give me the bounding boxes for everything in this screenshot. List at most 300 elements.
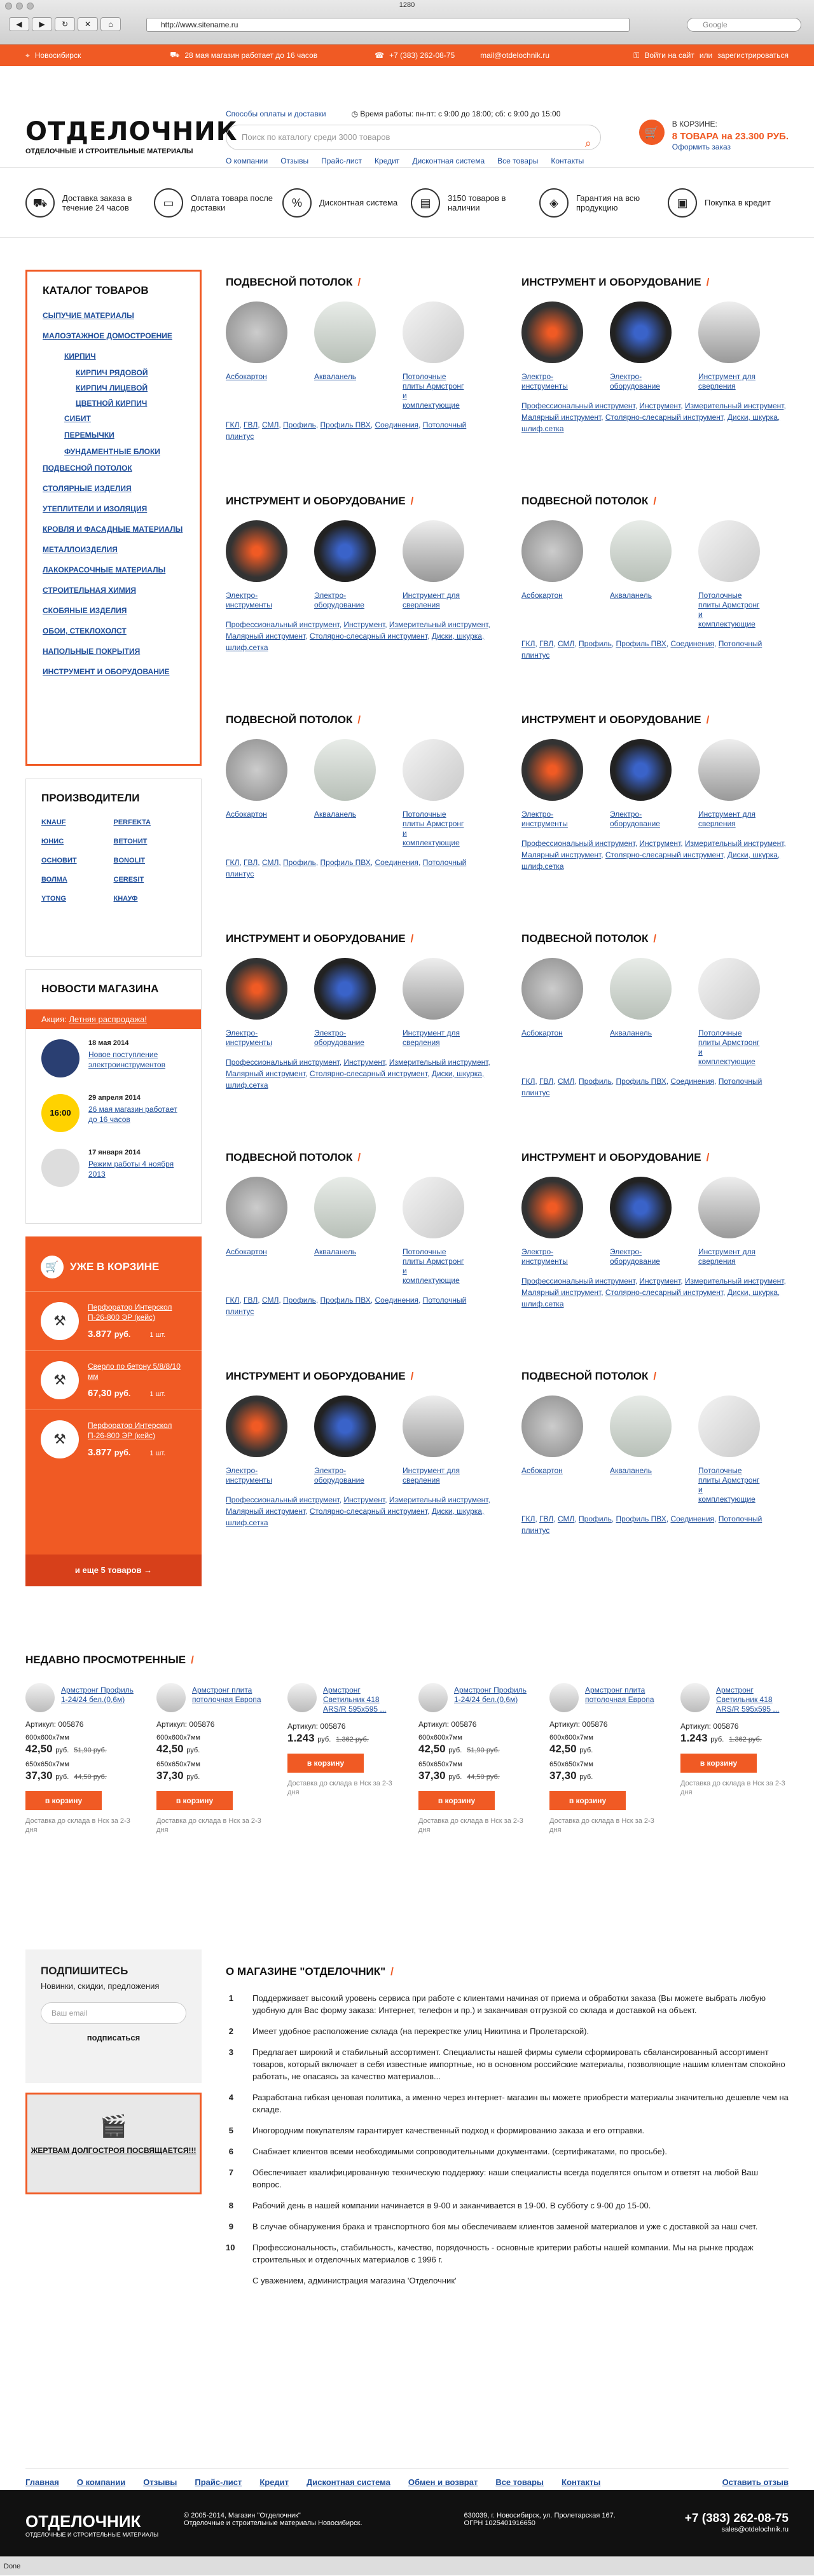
subcategory-link[interactable]: Инструмент для сверления [403,591,460,609]
action-link[interactable]: Летняя распродажа! [69,1014,148,1024]
subcategory-item[interactable] [226,301,287,410]
block-link[interactable]: Профиль ПВХ [616,639,666,648]
subcategory-link[interactable]: Асбокартон [521,1466,563,1475]
block-link[interactable]: СМЛ [557,639,575,648]
subcategory-image[interactable] [314,739,376,801]
subcategory-image[interactable] [610,958,672,1020]
city[interactable]: Новосибирск [34,51,81,60]
subcategory-image[interactable] [698,520,760,582]
subcategory-item[interactable] [314,958,376,1048]
block-title[interactable] [521,1151,789,1164]
header-cart[interactable] [639,120,789,151]
manufacturer-link[interactable]: CERESIT [113,876,144,883]
cart-item-name[interactable]: Перфоратор Интерскол П-26-800 ЭР (кейс) [88,1421,172,1440]
subcategory-item[interactable] [698,1177,760,1266]
block-link[interactable]: Диски, шкурка, шлиф.сетка [226,1507,485,1527]
product-name[interactable]: Армстронг Профиль 1-24/24 бел.(0,6м) [454,1686,527,1704]
logo[interactable] [25,117,237,155]
block-title[interactable] [226,1370,493,1383]
block-link[interactable]: Потолочный плинтус [521,639,762,660]
subcategory-image[interactable] [403,1177,464,1238]
subcategory-image[interactable] [610,301,672,363]
block-link[interactable]: Потолочный плинтус [226,1296,467,1316]
block-link[interactable]: Диски, шкурка, шлиф.сетка [521,1288,780,1308]
subcategory-item[interactable] [698,1395,760,1504]
block-link[interactable]: ГВЛ [539,1077,554,1086]
subcategory-image[interactable] [226,301,287,363]
subcategory-image[interactable] [403,958,464,1020]
subcategory-image[interactable] [698,958,760,1020]
block-link[interactable]: Потолочный плинтус [521,1514,762,1535]
catalog-item[interactable]: СТОЛЯРНЫЕ ИЗДЕЛИЯ [43,484,132,493]
block-link[interactable]: СМЛ [557,1077,575,1086]
feedback-link[interactable]: Оставить отзыв [722,2477,789,2487]
block-title[interactable] [226,495,493,508]
subcategory-item[interactable] [521,301,583,391]
block-link[interactable]: Соединения [670,1514,715,1523]
catalog-item[interactable]: ОБОИ, СТЕКЛОХОЛСТ [43,627,127,635]
block-link[interactable]: Соединения [375,858,419,867]
subcategory-item[interactable] [698,958,760,1067]
cart-item-name[interactable]: Перфоратор Интерскол П-26-800 ЭР (кейс) [88,1303,172,1322]
manufacturer-link[interactable]: ВОЛМА [41,876,67,883]
subcategory-item[interactable] [698,301,760,391]
block-link[interactable]: Столярно-слесарный инструмент [309,632,428,641]
product-image[interactable] [549,1683,579,1712]
subcategory-item[interactable] [403,958,464,1048]
block-title-text[interactable]: ИНСТРУМЕНТ И ОБОРУДОВАНИЕ [226,932,406,945]
block-link[interactable]: СМЛ [261,1296,279,1305]
subcategory-item[interactable] [610,1395,672,1504]
header-link[interactable]: Прайс-лист [321,156,362,165]
subcategory-image[interactable] [314,520,376,582]
top-email-link[interactable]: mail@otdelochnik.ru [480,51,550,60]
footer-link[interactable]: О компании [76,2477,126,2487]
block-title[interactable] [521,276,789,289]
footer-link[interactable]: Отзывы [143,2477,177,2487]
manufacturer-link[interactable]: PERFEKTA [113,819,151,826]
block-link[interactable]: Профессиональный инструмент [226,1495,340,1504]
catalog-item[interactable]: СЫПУЧИЕ МАТЕРИАЛЫ [43,311,134,320]
block-link[interactable]: Столярно-слесарный инструмент [309,1507,428,1516]
block-link[interactable]: Инструмент [639,839,681,848]
block-link[interactable]: Соединения [670,1077,715,1086]
header-link[interactable]: Кредит [375,156,400,165]
block-title-text[interactable]: ПОДВЕСНОЙ ПОТОЛОК [226,1151,353,1163]
subcategory-item[interactable] [610,958,672,1067]
subcategory-image[interactable] [698,1177,760,1238]
subcategory-link[interactable]: Электро-оборудование [314,1028,364,1047]
block-link[interactable]: Диски, шкурка, шлиф.сетка [226,1069,485,1090]
subcategory-item[interactable] [521,958,583,1067]
subcategory-image[interactable] [314,1177,376,1238]
subcategory-item[interactable] [226,520,287,610]
block-link[interactable]: Измерительный инструмент [389,620,488,629]
register-link[interactable]: зарегистрироваться [717,51,789,60]
forward-button[interactable]: ▶ [32,17,52,31]
subcategory-image[interactable] [403,301,464,363]
product-image[interactable] [156,1683,186,1712]
subcategory-item[interactable] [226,1177,287,1285]
subcategory-image[interactable] [521,1395,583,1457]
subcategory-link[interactable]: Потолочные плиты Армстронг и комплектующие [698,1466,760,1504]
block-link[interactable]: Малярный инструмент [521,850,602,859]
block-link[interactable]: Измерительный инструмент [684,839,784,848]
block-title[interactable] [226,1151,493,1164]
back-button[interactable]: ◀ [9,17,29,31]
subcategory-link[interactable]: Акваланель [610,1028,652,1037]
subcategory-link[interactable]: Инструмент для сверления [698,1247,756,1266]
block-link[interactable]: Малярный инструмент [226,1507,306,1516]
block-link[interactable]: Соединения [375,1296,419,1305]
block-link[interactable]: Профессиональный инструмент [226,620,340,629]
subcategory-image[interactable] [698,301,760,363]
block-link[interactable]: Инструмент [639,1277,681,1285]
subcategory-item[interactable] [314,1395,376,1485]
catalog-item[interactable]: ПОДВЕСНОЙ ПОТОЛОК [43,464,132,473]
catalog-item[interactable]: МАЛОЭТАЖНОЕ ДОМОСТРОЕНИЕ [43,331,172,340]
header-link[interactable]: О компании [226,156,268,165]
subcategory-link[interactable]: Электро-оборудование [314,1466,364,1485]
catalog-item[interactable]: УТЕПЛИТЕЛИ И ИЗОЛЯЦИЯ [43,504,148,513]
subcategory-item[interactable] [610,739,672,829]
block-link[interactable]: ГКЛ [226,420,240,429]
email-input[interactable]: Ваш email [41,2002,186,2024]
block-link[interactable]: Диски, шкурка, шлиф.сетка [226,632,485,652]
login-link[interactable]: Войти на сайт [644,51,694,60]
manufacturer-link[interactable]: ОСНОВИТ [41,857,77,864]
product-image[interactable]: ⚒ [41,1302,79,1340]
block-link[interactable]: Профиль ПВХ [616,1514,666,1523]
subcategory-item[interactable] [610,1177,672,1266]
footer-link[interactable]: Контакты [562,2477,601,2487]
subcategory-item[interactable] [226,958,287,1048]
catalog-item[interactable]: ЦВЕТНОЙ КИРПИЧ [76,399,148,408]
block-link[interactable]: Измерительный инструмент [684,401,784,410]
manufacturer-link[interactable]: ЮНИС [41,838,64,845]
block-link[interactable]: Профиль ПВХ [320,420,371,429]
catalog-item[interactable]: ПЕРЕМЫЧКИ [64,431,114,440]
more-items-button[interactable]: и еще 5 товаров → [25,1555,202,1586]
header-link[interactable]: Дисконтная система [412,156,485,165]
footer-link[interactable]: Все товары [495,2477,544,2487]
subcategory-link[interactable]: Электро-инструменты [226,1028,272,1047]
catalog-item[interactable]: СТРОИТЕЛЬНАЯ ХИМИЯ [43,586,137,595]
footer-link[interactable]: Кредит [259,2477,289,2487]
block-link[interactable]: Столярно-слесарный инструмент [605,413,724,422]
product-name[interactable]: Армстронг Профиль 1-24/24 бел.(0,6м) [61,1686,134,1704]
subcategory-image[interactable] [314,301,376,363]
catalog-item[interactable]: КИРПИЧ ЛИЦЕВОЙ [76,384,148,392]
browser-search-input[interactable]: Google [687,18,801,32]
block-title-text[interactable]: ПОДВЕСНОЙ ПОТОЛОК [226,276,353,288]
catalog-item[interactable]: КИРПИЧ РЯДОВОЙ [76,368,148,377]
block-link[interactable]: ГКЛ [226,1296,240,1305]
block-link[interactable]: Инструмент [343,1495,385,1504]
action-banner[interactable] [26,1009,201,1029]
subcategory-link[interactable]: Инструмент для сверления [403,1466,460,1485]
subcategory-item[interactable] [403,1177,464,1285]
block-title-text[interactable]: ПОДВЕСНОЙ ПОТОЛОК [521,1370,649,1382]
product-image[interactable] [418,1683,448,1712]
subcategory-link[interactable]: Акваланель [610,591,652,600]
block-link[interactable]: Малярный инструмент [226,632,306,641]
block-link[interactable]: Диски, шкурка, шлиф.сетка [521,413,780,433]
block-link[interactable]: ГВЛ [244,858,258,867]
subcategory-link[interactable]: Электро-инструменты [521,372,568,391]
block-link[interactable]: Инструмент [343,620,385,629]
subcategory-link[interactable]: Асбокартон [226,1247,267,1256]
block-title[interactable] [226,714,493,726]
subcategory-link[interactable]: Потолочные плиты Армстронг и комплектующие [698,1028,760,1066]
subcategory-image[interactable] [610,1177,672,1238]
block-title-text[interactable]: ИНСТРУМЕНТ И ОБОРУДОВАНИЕ [521,1151,701,1163]
subcategory-link[interactable]: Электро-инструменты [226,591,272,609]
subcategory-image[interactable] [403,1395,464,1457]
block-link[interactable]: Профиль [283,858,316,867]
news-image[interactable]: 16:00 [41,1094,79,1132]
block-link[interactable]: Профиль [579,1077,612,1086]
subcategory-image[interactable] [610,739,672,801]
subcategory-link[interactable]: Асбокартон [521,1028,563,1037]
add-to-cart-button[interactable]: в корзину [549,1791,626,1810]
block-title[interactable] [226,276,493,289]
block-title-text[interactable]: ИНСТРУМЕНТ И ОБОРУДОВАНИЕ [226,495,406,507]
block-link[interactable]: Измерительный инструмент [389,1495,488,1504]
footer-link[interactable]: Дисконтная система [307,2477,390,2487]
subcategory-item[interactable] [521,739,583,829]
subcategory-item[interactable] [314,739,376,848]
block-link[interactable]: Профиль ПВХ [320,858,371,867]
catalog-item[interactable]: ФУНДАМЕНТНЫЕ БЛОКИ [64,447,160,456]
subcategory-link[interactable]: Электро-инструменты [521,810,568,828]
home-button[interactable]: ⌂ [100,17,121,31]
product-image[interactable] [680,1683,710,1712]
subcategory-link[interactable]: Электро-инструменты [226,1466,272,1485]
product-image[interactable]: ⚒ [41,1420,79,1458]
block-link[interactable]: Инструмент [639,401,681,410]
catalog-item[interactable]: МЕТАЛЛОИЗДЕЛИЯ [43,545,118,554]
footer-email[interactable]: sales@otdelochnik.ru [721,2526,789,2533]
block-link[interactable]: Соединения [670,639,715,648]
block-link[interactable]: ГКЛ [521,1514,535,1523]
search-icon[interactable]: ⌕ [584,137,591,149]
block-link[interactable]: Столярно-слесарный инструмент [605,850,724,859]
subcategory-link[interactable]: Электро-инструменты [521,1247,568,1266]
subcategory-link[interactable]: Акваланель [610,1466,652,1475]
block-title-text[interactable]: ИНСТРУМЕНТ И ОБОРУДОВАНИЕ [521,276,701,288]
subcategory-image[interactable] [226,1395,287,1457]
subscribe-button[interactable]: подписаться [86,2033,141,2042]
add-to-cart-button[interactable]: в корзину [418,1791,495,1810]
subcategory-image[interactable] [226,958,287,1020]
product-name[interactable]: Армстронг плита потолочная Европа [192,1686,261,1704]
footer-link[interactable]: Обмен и возврат [408,2477,478,2487]
news-image[interactable] [41,1039,79,1077]
block-link[interactable]: СМЛ [261,420,279,429]
product-image[interactable] [287,1683,317,1712]
subcategory-link[interactable]: Электро-оборудование [314,591,364,609]
block-title[interactable] [521,1370,789,1383]
block-link[interactable]: Профиль ПВХ [616,1077,666,1086]
block-title-text[interactable]: ИНСТРУМЕНТ И ОБОРУДОВАНИЕ [226,1370,406,1382]
add-to-cart-button[interactable]: в корзину [287,1754,364,1773]
block-title-text[interactable]: ПОДВЕСНОЙ ПОТОЛОК [521,495,649,507]
add-to-cart-button[interactable]: в корзину [156,1791,233,1810]
block-link[interactable]: Профессиональный инструмент [521,401,635,410]
subcategory-image[interactable] [610,520,672,582]
subcategory-image[interactable] [403,520,464,582]
subcategory-image[interactable] [698,739,760,801]
block-link[interactable]: Потолочный плинтус [226,420,467,441]
block-link[interactable]: Малярный инструмент [521,1288,602,1297]
header-link[interactable]: Все товары [497,156,539,165]
block-link[interactable]: ГКЛ [521,1077,535,1086]
block-link[interactable]: ГКЛ [521,639,535,648]
subcategory-link[interactable]: Потолочные плиты Армстронг и комплектующие [403,1247,464,1285]
product-name[interactable]: Армстронг Светильник 418 ARS/R 595x595 ... [323,1686,387,1714]
block-link[interactable]: Диски, шкурка, шлиф.сетка [521,850,780,871]
footer-link[interactable]: Прайс-лист [195,2477,242,2487]
block-link[interactable]: Профиль [579,1514,612,1523]
block-title-text[interactable]: ИНСТРУМЕНТ И ОБОРУДОВАНИЕ [521,714,701,726]
block-link[interactable]: Соединения [375,420,419,429]
subcategory-image[interactable] [521,520,583,582]
catalog-item[interactable]: НАПОЛЬНЫЕ ПОКРЫТИЯ [43,647,141,656]
subcategory-link[interactable]: Инструмент для сверления [698,372,756,391]
block-title[interactable] [521,932,789,945]
product-image[interactable]: ⚒ [41,1361,79,1399]
subcategory-image[interactable] [403,739,464,801]
block-link[interactable]: Измерительный инструмент [684,1277,784,1285]
subcategory-link[interactable]: Потолочные плиты Армстронг и комплектующие [403,372,464,410]
subcategory-item[interactable] [403,520,464,610]
catalog-item[interactable]: КИРПИЧ [64,352,96,361]
subcategory-image[interactable] [314,958,376,1020]
block-link[interactable]: СМЛ [557,1514,575,1523]
victims-text[interactable]: ЖЕРТВАМ ДОЛГОСТРОЯ ПОСВЯЩАЕТСЯ!!! [31,2146,197,2155]
subcategory-item[interactable] [610,520,672,629]
manufacturer-link[interactable]: YTONG [41,895,66,903]
subcategory-image[interactable] [314,1395,376,1457]
block-link[interactable]: Измерительный инструмент [389,1058,488,1067]
subcategory-item[interactable] [314,1177,376,1285]
subcategory-item[interactable] [314,301,376,410]
block-link[interactable]: Столярно-слесарный инструмент [605,1288,724,1297]
block-link[interactable]: Малярный инструмент [521,413,602,422]
add-to-cart-button[interactable]: в корзину [25,1791,102,1810]
header-link[interactable]: Контакты [551,156,584,165]
block-link[interactable]: Профиль [579,639,612,648]
block-link[interactable]: Профессиональный инструмент [521,1277,635,1285]
block-title-text[interactable]: ПОДВЕСНОЙ ПОТОЛОК [226,714,353,726]
catalog-item[interactable]: ИНСТРУМЕНТ И ОБОРУДОВАНИЕ [43,667,170,676]
block-title[interactable] [521,495,789,508]
block-link[interactable]: ГКЛ [226,858,240,867]
subcategory-item[interactable] [521,520,583,629]
block-link[interactable]: Профиль [283,1296,316,1305]
subcategory-item[interactable] [226,1395,287,1485]
subcategory-item[interactable] [610,301,672,391]
subcategory-image[interactable] [226,1177,287,1238]
subcategory-image[interactable] [698,1395,760,1457]
block-title[interactable] [521,714,789,726]
news-link[interactable]: 26 мая магазин работает до 16 часов [88,1105,177,1124]
block-link[interactable]: Малярный инструмент [226,1069,306,1078]
subcategory-link[interactable]: Электро-оборудование [610,1247,660,1266]
catalog-item[interactable]: КРОВЛЯ И ФАСАДНЫЕ МАТЕРИАЛЫ [43,525,183,534]
reload-button[interactable]: ↻ [55,17,75,31]
cart-item-name[interactable]: Сверло по бетону 5/8/8/10 мм [88,1362,181,1381]
victims-banner[interactable] [25,2093,202,2194]
subcategory-link[interactable]: Акваланель [314,1247,356,1256]
subcategory-link[interactable]: Акваланель [314,372,356,381]
news-link[interactable]: Режим работы 4 ноября 2013 [88,1160,174,1179]
manufacturer-link[interactable]: ВЕТОНИТ [113,838,148,845]
subcategory-item[interactable] [403,739,464,848]
news-image[interactable] [41,1149,79,1187]
block-link[interactable]: СМЛ [261,858,279,867]
manufacturer-link[interactable]: BONOLIT [113,857,145,864]
catalog-item[interactable]: ЛАКОКРАСОЧНЫЕ МАТЕРИАЛЫ [43,565,166,574]
subcategory-item[interactable] [403,301,464,410]
manufacturer-link[interactable]: КНАУФ [113,895,138,903]
block-link[interactable]: Профиль [283,420,316,429]
catalog-item[interactable]: СКОБЯНЫЕ ИЗДЕЛИЯ [43,606,127,615]
add-to-cart-button[interactable]: в корзину [680,1754,757,1773]
subcategory-link[interactable]: Электро-оборудование [610,810,660,828]
subcategory-item[interactable] [698,520,760,629]
footer-link[interactable]: Главная [25,2477,59,2487]
subcategory-link[interactable]: Электро-оборудование [610,372,660,391]
block-link[interactable]: Профессиональный инструмент [226,1058,340,1067]
subcategory-image[interactable] [521,1177,583,1238]
subcategory-image[interactable] [521,958,583,1020]
block-link[interactable]: ГВЛ [539,1514,554,1523]
subcategory-item[interactable] [226,739,287,848]
product-image[interactable] [25,1683,55,1712]
header-link[interactable]: Отзывы [280,156,309,165]
address-bar[interactable]: http://www.sitename.ru [146,18,630,32]
subcategory-link[interactable]: Инструмент для сверления [698,810,756,828]
subcategory-link[interactable]: Потолочные плиты Армстронг и комплектующие [403,810,464,847]
block-link[interactable]: Потолочный плинтус [226,858,467,878]
subcategory-item[interactable] [521,1177,583,1266]
block-link[interactable]: Профессиональный инструмент [521,839,635,848]
block-link[interactable]: Потолочный плинтус [521,1077,762,1097]
subcategory-link[interactable]: Потолочные плиты Армстронг и комплектующие [698,591,760,628]
subcategory-link[interactable]: Асбокартон [521,591,563,600]
subcategory-link[interactable]: Асбокартон [226,372,267,381]
catalog-item[interactable]: СИБИТ [64,414,91,423]
product-name[interactable]: Армстронг плита потолочная Европа [585,1686,654,1704]
subcategory-link[interactable]: Асбокартон [226,810,267,819]
subcategory-item[interactable] [314,520,376,610]
product-name[interactable]: Армстронг Светильник 418 ARS/R 595x595 ... [716,1686,780,1714]
block-title-text[interactable]: ПОДВЕСНОЙ ПОТОЛОК [521,932,649,945]
block-link[interactable]: Столярно-слесарный инструмент [309,1069,428,1078]
subcategory-item[interactable] [698,739,760,829]
search-input[interactable] [226,125,601,150]
news-link[interactable]: Новое поступление электроинструментов [88,1050,165,1069]
block-title[interactable] [226,932,493,945]
subcategory-image[interactable] [226,739,287,801]
subcategory-image[interactable] [226,520,287,582]
subcategory-item[interactable] [403,1395,464,1485]
block-link[interactable]: Профиль ПВХ [320,1296,371,1305]
checkout-link[interactable]: Оформить заказ [672,142,731,151]
subcategory-item[interactable] [521,1395,583,1504]
